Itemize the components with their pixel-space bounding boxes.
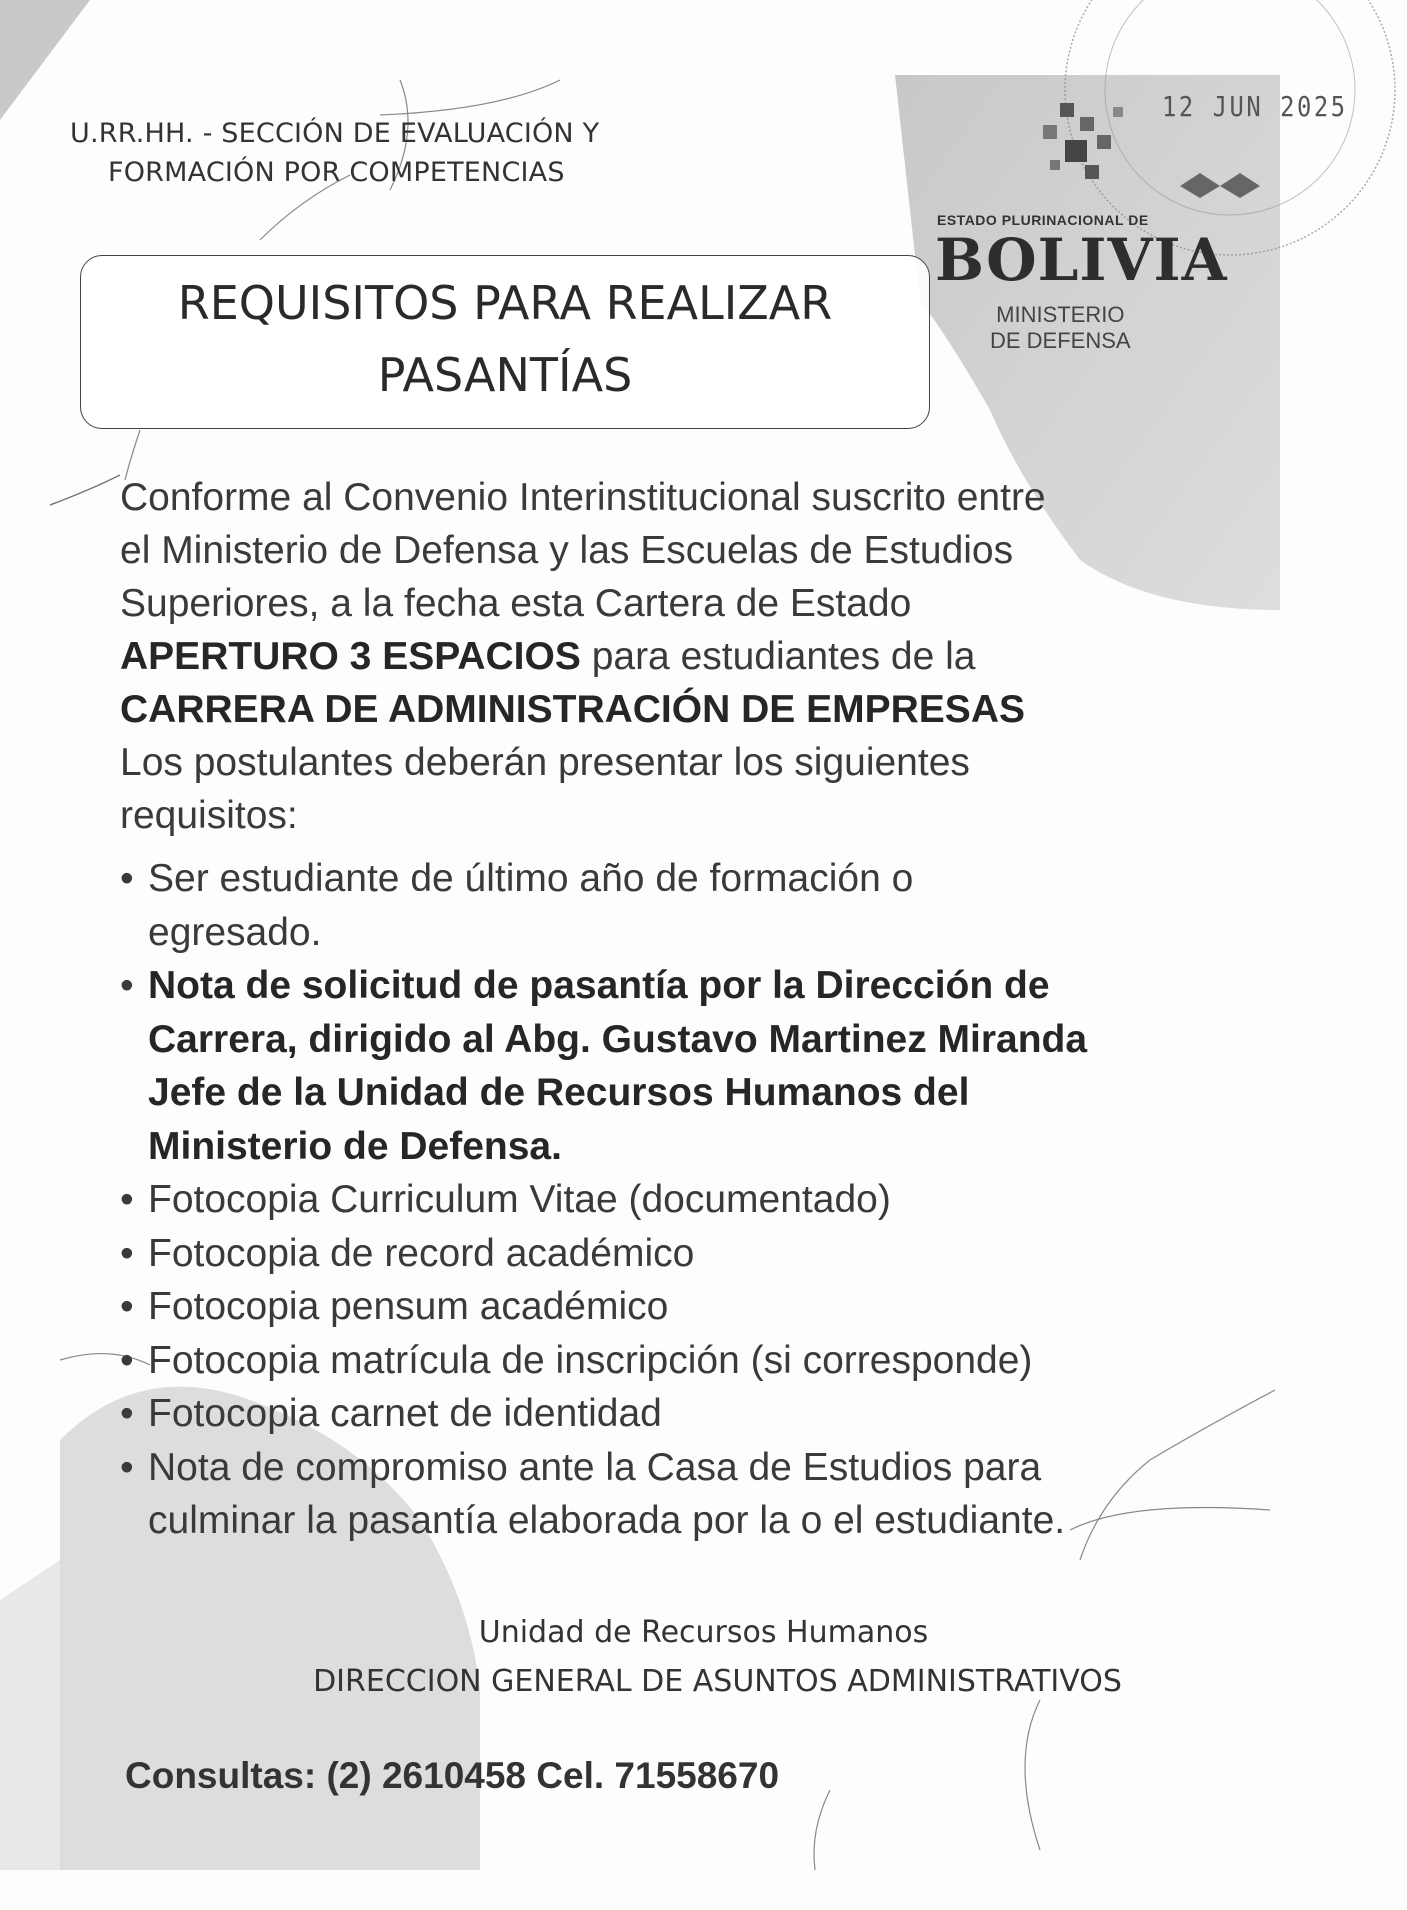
bullet-icon: • (120, 1231, 134, 1275)
title-line1: REQUISITOS PARA REALIZAR (177, 276, 833, 330)
requirement-text: Fotocopia Curriculum Vitae (documentado) (148, 1178, 891, 1221)
title-line2: PASANTÍAS (377, 348, 633, 402)
requirement-text: Jefe de la Unidad de Recursos Humanos del (148, 1071, 970, 1114)
career-bold: CARRERA DE ADMINISTRACIÓN DE EMPRESAS (120, 688, 1025, 731)
logo-ministry (990, 302, 1131, 354)
intro-paragraph (120, 471, 1270, 842)
requirement-text: Carrera, dirigido al Abg. Gustavo Martinez Miranda (148, 1017, 1088, 1061)
requirement-text: Fotocopia pensum académico (148, 1285, 669, 1328)
intro-line6: Los postulantes deberán presentar los siguientes (120, 741, 970, 784)
requirement-text: Fotocopia de record académico (148, 1231, 695, 1275)
bullet-icon: • (120, 1178, 134, 1221)
requirement-text: Nota de compromiso ante la Casa de Estudios para (148, 1445, 1042, 1489)
bullet-icon: • (120, 857, 134, 900)
logo-country-label: ESTADO PLURINACIONAL DE (937, 212, 1149, 228)
intro-line3: Superiores, a la fecha esta Cartera de Estado (120, 582, 912, 625)
requirement-text: Nota de solicitud de pasantía por la Dirección de (148, 964, 1050, 1007)
intro-line1: Conforme al Convenio Interinstitucional suscrito entre (120, 476, 1046, 519)
requirement-text: Fotocopia carnet de identidad (148, 1392, 662, 1435)
logo-ministry-line1: MINISTERIO (996, 302, 1125, 327)
bullet-icon: • (120, 1392, 134, 1435)
requirement-text: Fotocopia matrícula de inscripción (si corresponde) (148, 1338, 1033, 1382)
bullet-icon: • (120, 964, 134, 1007)
header-line1: U.RR.HH. - SECCIÓN DE EVALUACIÓN Y (70, 118, 600, 149)
title-box (80, 255, 930, 429)
bullet-icon: • (120, 1338, 134, 1382)
spaces-bold: APERTURO 3 ESPACIOS (120, 635, 581, 678)
intro-line4-rest: para estudiantes de la (580, 635, 976, 678)
shield-mark-icon (1180, 168, 1270, 203)
requirement-text: Ministerio de Defensa. (148, 1124, 562, 1168)
intro-line7: requisitos: (120, 794, 298, 837)
logo-ministry-line2: DE DEFENSA (990, 328, 1131, 353)
bullet-icon: • (120, 1285, 134, 1328)
logo-bolivia: BOLIVIA (935, 226, 1228, 294)
requirement-text: egresado. (148, 910, 322, 954)
ministry-emblem-icon (1025, 95, 1135, 190)
intro-line4 (120, 630, 1270, 683)
header-line2: FORMACIÓN POR COMPETENCIAS (108, 157, 565, 188)
stamp-date: 12 JUN 2025 (1162, 90, 1348, 123)
contact-info: Consultas: (2) 2610458 Cel. 71558670 (125, 1755, 780, 1796)
intro-line2: el Ministerio de Defensa y las Escuelas de Estudios (120, 529, 1014, 572)
footer-unit: Unidad de Recursos Humanos (478, 1615, 929, 1650)
requirement-text: culminar la pasantía elaborada por la o el estudiante. (148, 1499, 1066, 1542)
bullet-icon: • (120, 1445, 134, 1489)
footer-direction: DIRECCION GENERAL DE ASUNTOS ADMINISTRATIVOS (313, 1664, 1122, 1699)
requirement-text: Ser estudiante de último año de formación o (148, 857, 914, 900)
